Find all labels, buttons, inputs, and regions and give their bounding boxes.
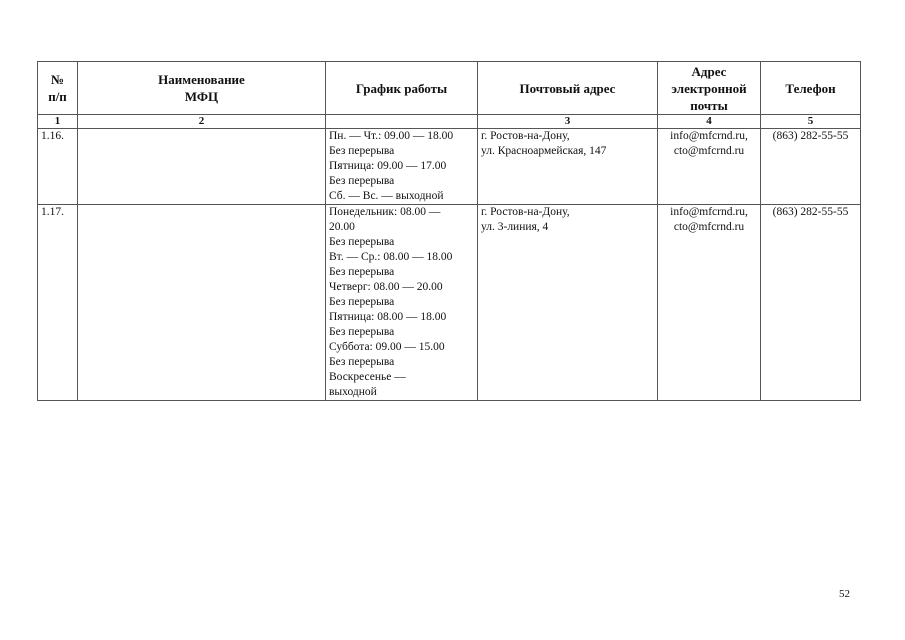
text-line: 20.00 [329, 221, 355, 233]
text-line: info@mfcrnd.ru, [670, 206, 748, 218]
text-line: cto@mfcrnd.ru [673, 221, 745, 233]
text-line: Без перерыва [329, 266, 395, 278]
text-line: Четверг: 08.00 — 20.00 [329, 281, 443, 293]
text-line: выходной [329, 386, 377, 398]
text-line: Телефон [785, 80, 836, 96]
text-line: Вт. — Ср.: 08.00 — 18.00 [329, 251, 453, 263]
header-email [658, 62, 761, 115]
schedule-cell [326, 205, 478, 401]
column-number: 1 [38, 115, 78, 129]
text-line: ул. Красноармейская, 147 [481, 145, 607, 157]
header-address [478, 62, 658, 115]
text-line: п/п [48, 89, 67, 104]
page-number: 52 [839, 588, 850, 600]
mfc-table [37, 61, 861, 401]
text-line: Наименование [158, 72, 245, 87]
column-number: 5 [761, 115, 861, 129]
column-number-row [38, 115, 861, 129]
text-line: График работы [355, 80, 448, 96]
text-line: Без перерыва [329, 145, 395, 157]
text-line: Без перерыва [329, 326, 395, 338]
schedule-cell [326, 129, 478, 205]
header-schedule [326, 62, 478, 115]
header-phone [761, 62, 861, 115]
mfc-name [78, 129, 326, 205]
column-number: 2 [78, 115, 326, 129]
email-cell [658, 129, 761, 205]
email-cell [658, 205, 761, 401]
header-name [78, 62, 326, 115]
header-number [38, 62, 78, 115]
table-row [38, 205, 861, 401]
text-line: Без перерыва [329, 296, 395, 308]
text-line: Понедельник: 08.00 — [329, 206, 441, 218]
text-line: Суббота: 09.00 — 15.00 [329, 341, 445, 353]
text-line: ул. 3-линия, 4 [481, 221, 549, 233]
row-number: 1.16. [38, 129, 78, 205]
text-line: Адрес [691, 63, 727, 79]
row-number: 1.17. [38, 205, 78, 401]
text-line: Без перерыва [329, 175, 395, 187]
text-line: Пн. — Чт.: 09.00 — 18.00 [329, 130, 454, 142]
text-line: Пятница: 08.00 — 18.00 [329, 311, 447, 323]
phone-cell: (863) 282-55-55 [761, 129, 861, 205]
mfc-name [78, 205, 326, 401]
text-line: cto@mfcrnd.ru [673, 145, 745, 157]
text-line: почты [690, 97, 728, 113]
text-line: Почтовый адрес [519, 80, 616, 96]
text-line: Без перерыва [329, 236, 395, 248]
table-row [38, 129, 861, 205]
column-number: 4 [658, 115, 761, 129]
text-line: info@mfcrnd.ru, [670, 130, 748, 142]
header-row [38, 62, 861, 115]
text-line: Сб. — Вс. — выходной [329, 190, 444, 202]
text-line: электронной [671, 80, 747, 96]
text-line: МФЦ [184, 89, 219, 104]
text-line: № [50, 72, 65, 87]
phone-cell: (863) 282-55-55 [761, 205, 861, 401]
text-line: Воскресенье — [329, 371, 406, 383]
text-line: Без перерыва [329, 356, 395, 368]
address-cell [478, 205, 658, 401]
address-cell [478, 129, 658, 205]
text-line: г. Ростов-на-Дону, [481, 130, 570, 142]
column-number [326, 115, 478, 129]
text-line: г. Ростов-на-Дону, [481, 206, 570, 218]
column-number: 3 [478, 115, 658, 129]
text-line: Пятница: 09.00 — 17.00 [329, 160, 447, 172]
